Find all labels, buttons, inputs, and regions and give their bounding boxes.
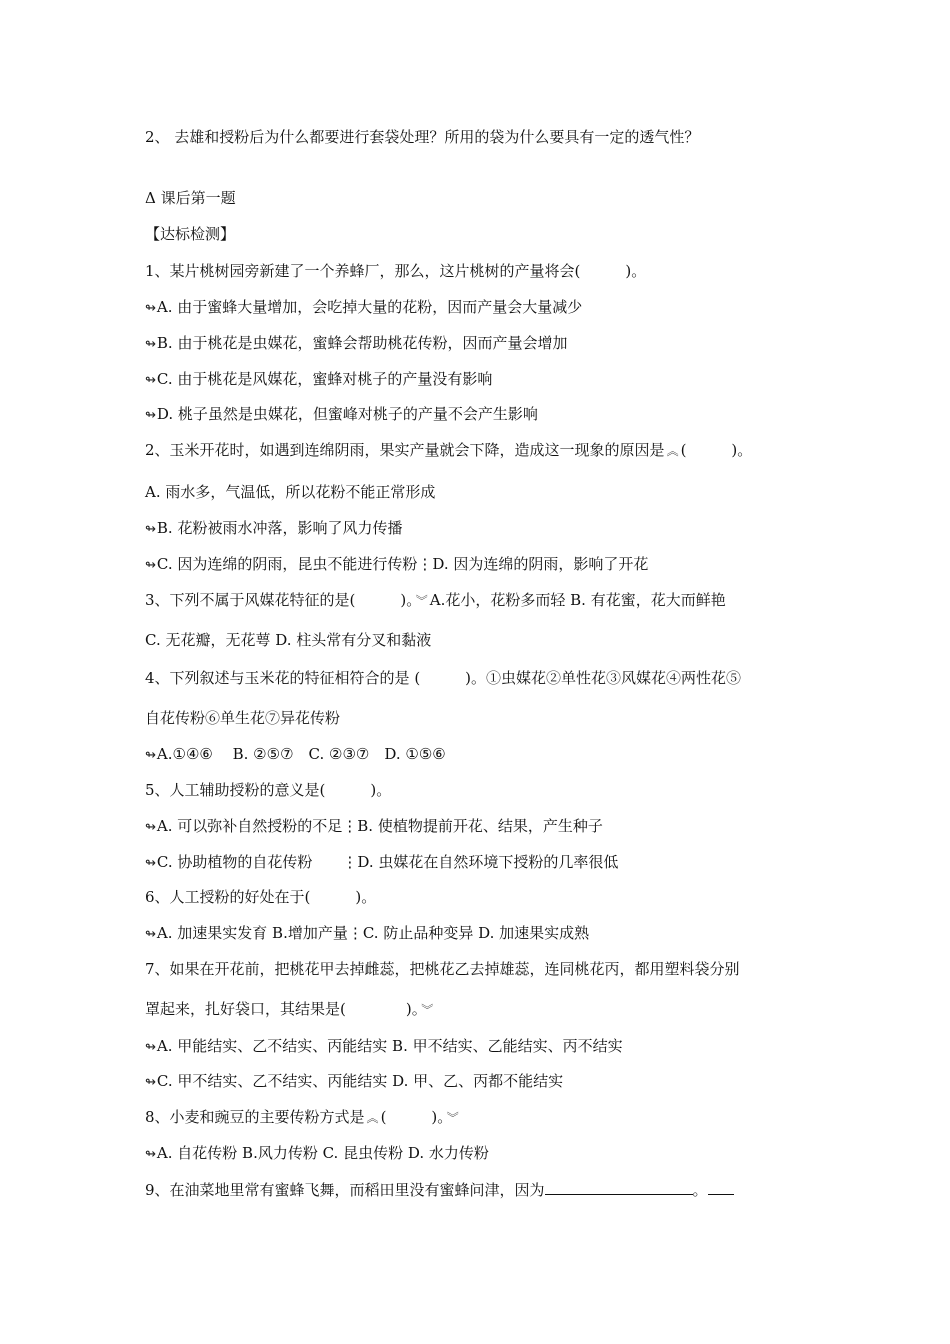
bullet-mark-icon: ↬ bbox=[145, 522, 155, 537]
after-class-note: Δ 课后第一题 bbox=[145, 189, 236, 207]
question-2-option-a: A. 雨水多，气温低，所以花粉不能正常形成 bbox=[145, 483, 436, 501]
bullet-mark-icon: ↬ bbox=[145, 301, 155, 316]
trailing-blank bbox=[708, 1179, 734, 1195]
question-1-option-b: ↬ B. 由于桃花是虫媒花，蜜蜂会帮助桃花传粉，因而产量会增加 bbox=[145, 334, 568, 352]
bullet-mark-icon: ↬ bbox=[145, 373, 155, 388]
question-4-options: ↬ A.①④⑥ B. ②⑤⑦ C. ②③⑦ D. ①⑤⑥ bbox=[145, 745, 446, 763]
question-1-option-c: ↬ C. 由于桃花是风媒花，蜜蜂对桃子的产量没有影响 bbox=[145, 370, 493, 388]
question-3-continued: C. 无花瓣，无花萼 D. 柱头常有分叉和黏液 bbox=[145, 631, 432, 649]
question-6-stem: 6、人工授粉的好处在于( )。 bbox=[145, 888, 377, 906]
bullet-mark-icon: ↬ bbox=[145, 927, 155, 942]
question-7-continued: 罩起来，扎好袋口，其结果是( )。 ︾ bbox=[145, 1000, 434, 1018]
bullet-mark-icon: ↬ bbox=[145, 337, 155, 352]
question-2-options-cd: ↬ C. 因为连绵的阴雨，昆虫不能进行传粉⋮D. 因为连绵的阴雨，影响了开花 bbox=[145, 555, 649, 573]
question-5-options-ab: ↬ A. 可以弥补自然授粉的不足⋮B. 使植物提前开花、结果，产生种子 bbox=[145, 817, 603, 835]
up-mark-icon: ︽ bbox=[366, 1111, 379, 1125]
question-7-options-ab: ↬ A. 甲能结实、乙不结实、丙能结实 B. 甲不结实、乙能结实、丙不结实 bbox=[145, 1037, 623, 1055]
question-3-stem: 3、下列不属于风媒花特征的是( )。 ︾ A.花小，花粉多而轻 B. 有花蜜，花大而鲜艳 bbox=[145, 591, 726, 609]
bullet-mark-icon: ↬ bbox=[145, 408, 155, 423]
bullet-mark-icon: ↬ bbox=[145, 820, 155, 835]
question-7-stem: 7、如果在开花前，把桃花甲去掉雌蕊，把桃花乙去掉雄蕊，连同桃花丙，都用塑料袋分别 bbox=[145, 960, 740, 978]
question-4-stem: 4、下列叙述与玉米花的特征相符合的是 ( )。①虫媒花②单性花③风媒花④两性花⑤ bbox=[145, 669, 742, 687]
bullet-mark-icon: ↬ bbox=[145, 1040, 155, 1055]
question-5-options-cd: ↬ C. 协助植物的自花传粉 ⋮D. 虫媒花在自然环境下授粉的几率很低 bbox=[145, 853, 619, 871]
answer-blank[interactable] bbox=[545, 1179, 693, 1195]
question-8-options: ↬ A. 自花传粉 B.风力传粉 C. 昆虫传粉 D. 水力传粉 bbox=[145, 1144, 489, 1162]
question-1-option-a: ↬ A. 由于蜜蜂大量增加，会吃掉大量的花粉，因而产量会大量减少 bbox=[145, 298, 583, 316]
question-6-options: ↬ A. 加速果实发育 B.增加产量⋮C. 防止品种变异 D. 加速果实成熟 bbox=[145, 924, 590, 942]
section-heading: 【达标检测】 bbox=[145, 225, 236, 243]
question-5-stem: 5、人工辅助授粉的意义是( )。 bbox=[145, 781, 392, 799]
up-mark-icon: ︽ bbox=[666, 444, 679, 458]
down-mark-icon: ︾ bbox=[415, 594, 428, 608]
question-intro: 2、 去雄和授粉后为什么都要进行套袋处理？所用的袋为什么要具有一定的透气性？ bbox=[145, 128, 700, 146]
question-2-option-b: ↬ B. 花粉被雨水冲落，影响了风力传播 bbox=[145, 519, 403, 537]
bullet-mark-icon: ↬ bbox=[145, 1075, 155, 1090]
question-8-stem: 8、小麦和豌豆的主要传粉方式是 ︽ ( )。 ︾ bbox=[145, 1108, 459, 1126]
question-1-stem: 1、某片桃树园旁新建了一个养蜂厂，那么，这片桃树的产量将会( )。 bbox=[145, 262, 647, 280]
bullet-mark-icon: ↬ bbox=[145, 856, 155, 871]
down-mark-icon: ︾ bbox=[446, 1111, 459, 1125]
question-2-stem: 2、玉米开花时，如遇到连绵阴雨，果实产量就会下降，造成这一现象的原因是 ︽ ( )。 bbox=[145, 441, 753, 459]
bullet-mark-icon: ↬ bbox=[145, 748, 155, 763]
question-1-option-d: ↬ D. 桃子虽然是虫媒花，但蜜峰对桃子的产量不会产生影响 bbox=[145, 405, 538, 423]
question-4-continued: 自花传粉⑥单生花⑦异花传粉 bbox=[145, 709, 341, 727]
bullet-mark-icon: ↬ bbox=[145, 558, 155, 573]
question-9-stem: 9、在油菜地里常有蜜蜂飞舞，而稻田里没有蜜蜂问津，因为 。 bbox=[145, 1179, 734, 1199]
question-7-options-cd: ↬ C. 甲不结实、乙不结实、丙能结实 D. 甲、乙、丙都不能结实 bbox=[145, 1072, 564, 1090]
bullet-mark-icon: ↬ bbox=[145, 1147, 155, 1162]
down-mark-icon: ︾ bbox=[421, 1003, 434, 1017]
